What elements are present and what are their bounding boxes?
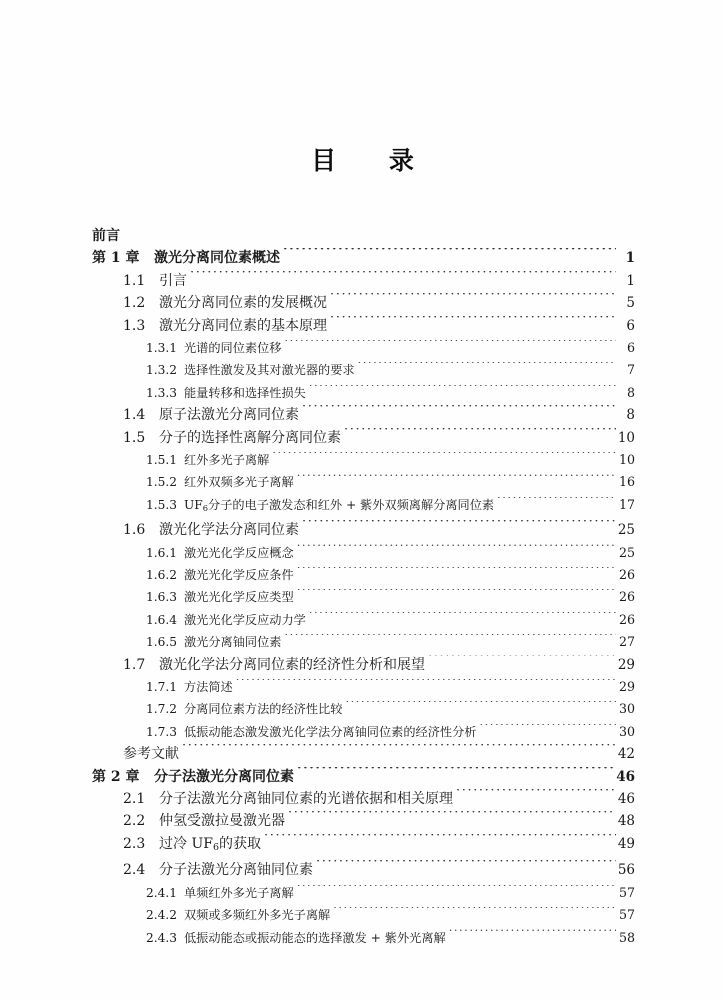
toc-entry-page-number: 46 <box>616 768 635 785</box>
toc-entry-sub[interactable] <box>92 586 635 608</box>
toc-entry-page-number: 10 <box>618 452 635 468</box>
toc-entry-label: 低振动能态或振动能态的选择激发 + 紫外光离解 <box>184 930 446 945</box>
toc-entry-sub[interactable] <box>92 904 635 926</box>
toc-entry-page-number: 17 <box>618 496 635 512</box>
toc-entry-number: 1.7.3 <box>146 724 178 739</box>
toc-entry-page-number: 7 <box>626 362 635 378</box>
toc-entry-number: 1.5.2 <box>146 475 178 490</box>
dot-leader <box>297 474 616 486</box>
toc-entry-label: $UF_6$分子的电子激发态和红外 + 紫外双频离解分离同位素 <box>184 497 495 513</box>
toc-entry-number: 1.7 <box>123 656 146 673</box>
toc-entry-label: 激光光化学反应条件 <box>184 567 294 582</box>
toc-entry-number: 1.7.1 <box>146 679 178 694</box>
toc-entry-page-number: 8 <box>626 384 635 400</box>
toc-entry-page-number: 46 <box>617 790 635 807</box>
toc-entry-page-number: 26 <box>618 566 635 582</box>
dot-leader <box>297 567 616 579</box>
toc-entry-label: 激光分离同位素的基本原理 <box>159 317 327 334</box>
toc-entry-label: 光谱的同位素位移 <box>184 341 282 356</box>
toc-entry-page-number: 57 <box>618 884 635 900</box>
toc-entry-chapter[interactable] <box>92 247 635 269</box>
toc-entry-sub[interactable] <box>92 882 635 904</box>
toc-entry-label: 激光化学法分离同位素 <box>159 522 299 539</box>
toc-entry-sec[interactable] <box>92 427 635 449</box>
toc-entry-label: 红外多光子离解 <box>184 453 270 468</box>
toc-entry-number: 1.6.1 <box>146 545 178 560</box>
toc-entry-page-number: 25 <box>617 522 635 539</box>
toc-entry-number: 1.4 <box>123 407 146 424</box>
toc-entry-sub[interactable] <box>92 676 635 698</box>
toc-entry-sub[interactable] <box>92 698 635 720</box>
toc-entry-number: 1.7.2 <box>146 702 178 717</box>
toc-entry-number: 1.5.1 <box>146 453 178 468</box>
toc-entry-page-number: 10 <box>617 429 635 446</box>
toc-entry-page-number: 29 <box>618 678 635 694</box>
dot-leader <box>497 497 616 509</box>
toc-entry-page-number: 6 <box>626 317 635 334</box>
toc-entry-number: 1.3 <box>123 317 146 334</box>
toc-entry-number: 1.1 <box>123 272 146 289</box>
toc-entry-ref[interactable] <box>92 743 635 765</box>
toc-entry-page-number: 49 <box>617 835 635 852</box>
toc-entry-chapter[interactable] <box>92 766 635 788</box>
toc-entry-page-number: 16 <box>618 474 635 490</box>
toc-entry-page-number: 48 <box>617 813 635 830</box>
toc-entry-number: 2.4.2 <box>146 908 178 923</box>
dot-leader <box>302 520 616 534</box>
dot-leader <box>330 316 616 330</box>
dot-leader <box>302 405 616 419</box>
toc-entry-page-number: 1 <box>626 272 635 289</box>
dot-leader <box>333 907 616 919</box>
toc-entry-number: 1.5.3 <box>146 497 178 512</box>
toc-entry-page-number: 1 <box>625 250 635 267</box>
dot-leader <box>316 860 616 874</box>
toc-entry-number: 2.4.3 <box>146 930 178 945</box>
toc-entry-page-number: 57 <box>618 907 635 923</box>
toc-entry-sub[interactable] <box>92 721 635 743</box>
dot-leader <box>358 362 616 374</box>
toc-entry-page-number: 58 <box>618 929 635 945</box>
toc-entry-sec[interactable] <box>92 270 635 292</box>
toc-entry-page-number: 25 <box>618 544 635 560</box>
dot-leader <box>297 544 616 556</box>
toc-entry-label: 分子的选择性离解分离同位素 <box>159 429 341 446</box>
dot-leader <box>344 428 616 442</box>
dot-leader <box>285 634 617 646</box>
toc-entry-page-number: 42 <box>617 746 635 763</box>
dot-leader <box>428 655 616 669</box>
toc-entry-number: 1.3.1 <box>146 341 178 356</box>
dot-leader <box>297 589 616 601</box>
dot-leader <box>236 679 616 691</box>
toc-entry-number: 2.2 <box>123 813 146 830</box>
toc-entry-label: 激光分离同位素概述 <box>154 250 280 267</box>
dot-leader <box>330 293 616 307</box>
toc-entry-page-number: 56 <box>617 862 635 879</box>
dot-leader <box>297 767 614 781</box>
toc-entry-label: 参考文献 <box>123 746 179 763</box>
toc-entry-number: 2.3 <box>123 835 146 852</box>
dot-leader <box>190 271 616 285</box>
toc-entry-page-number: 27 <box>618 634 635 650</box>
toc-entry-sub[interactable] <box>92 337 635 359</box>
toc-entry-label: 激光光化学反应类型 <box>184 590 294 605</box>
dot-leader <box>283 248 616 262</box>
toc-entry-sec[interactable] <box>92 810 635 832</box>
toc-entry-label: 分子法激光分离铀同位素 <box>159 862 313 879</box>
toc-entry-sub[interactable] <box>92 449 635 471</box>
toc-entry-number: 1.3.2 <box>146 363 178 378</box>
toc-entry-sec[interactable] <box>92 404 635 426</box>
toc-entry-number: 2.1 <box>123 790 146 807</box>
toc-entry-label: 过冷 $UF_6$的获取 <box>159 835 262 853</box>
toc-entry-sec[interactable] <box>92 654 635 676</box>
toc-entry-page-number: 5 <box>626 295 635 312</box>
toc-entry-label: 激光分离铀同位素 <box>184 635 282 650</box>
toc-entry-page-number: 8 <box>626 407 635 424</box>
toc-entry-number: 1.6.5 <box>146 635 178 650</box>
toc-entry-number: 1.6.3 <box>146 590 178 605</box>
toc-entry-number: 2.4 <box>123 862 146 879</box>
toc-entry-label: 单频红外多光子离解 <box>184 885 294 900</box>
toc-entry-label: 能量转移和选择性损失 <box>184 385 306 400</box>
toc-entry-sub[interactable] <box>92 359 635 381</box>
toc-entry-number: 第 2 章 <box>92 768 140 785</box>
toc-entry-label: 分子法激光分离同位素 <box>154 768 294 785</box>
toc-entry-page-number: 26 <box>618 611 635 627</box>
dot-leader <box>345 701 616 713</box>
toc-entry-page-number: 30 <box>618 701 635 717</box>
page-title: 目 录 <box>311 146 436 175</box>
toc-entry-label: 激光分离同位素的发展概况 <box>159 295 327 312</box>
toc-entry-label: 分子法激光分离铀同位素的光谱依据和相关原理 <box>159 790 453 807</box>
toc-entry-sub[interactable] <box>92 631 635 653</box>
toc-entry-label: 红外双频多光子离解 <box>184 475 294 490</box>
toc-entry-label: 选择性激发及其对激光器的要求 <box>184 363 355 378</box>
toc-entry-page-number: 6 <box>626 340 635 356</box>
toc-entry-number: 1.3.3 <box>146 385 178 400</box>
toc-entry-number: 1.6.2 <box>146 567 178 582</box>
toc-entry-number: 1.5 <box>123 429 146 446</box>
toc-entry-label: 激光光化学反应概念 <box>184 545 294 560</box>
toc-entry-number: 1.6.4 <box>146 612 178 627</box>
toc-entry-front[interactable] <box>92 225 635 247</box>
toc-entry-label: 分离同位素方法的经济性比较 <box>184 702 343 717</box>
dot-leader <box>309 612 616 624</box>
toc-entry-sec[interactable] <box>92 292 635 314</box>
dot-leader <box>272 452 616 464</box>
toc-entry-label: 双频或多频红外多光子离解 <box>184 908 331 923</box>
toc-entry-sub[interactable] <box>92 494 635 519</box>
toc-entry-label: 低振动能态激发激光化学法分离铀同位素的经济性分析 <box>184 724 477 739</box>
toc-entry-sec[interactable] <box>92 833 635 860</box>
toc-entry-number: 1.6 <box>123 522 146 539</box>
toc-entry-number: 2.4.1 <box>146 885 178 900</box>
toc-entry-sec[interactable] <box>92 315 635 337</box>
dot-leader <box>297 885 616 897</box>
dot-leader <box>288 811 616 825</box>
toc-entry-label: 引言 <box>159 272 187 289</box>
toc-entry-sub[interactable] <box>92 542 635 564</box>
dot-leader <box>480 724 617 736</box>
dot-leader <box>309 385 616 397</box>
toc-entry-sub[interactable] <box>92 927 635 949</box>
toc-entry-sub[interactable] <box>92 564 635 586</box>
toc-entry-sub[interactable] <box>92 382 635 404</box>
dot-leader <box>456 789 616 803</box>
dot-leader <box>264 834 616 848</box>
toc-entry-label: 前言 <box>92 228 120 244</box>
toc-list <box>0 225 725 949</box>
toc-entry-page-number: 29 <box>617 656 635 673</box>
dot-leader <box>182 744 616 758</box>
toc-entry-page-number: 30 <box>618 723 635 739</box>
toc-entry-label: 方法简述 <box>184 679 233 694</box>
toc-entry-label: 激光光化学反应动力学 <box>184 612 306 627</box>
toc-entry-sec[interactable] <box>92 788 635 810</box>
dot-leader <box>285 340 617 352</box>
toc-entry-number: 1.2 <box>123 295 146 312</box>
toc-entry-page-number: 26 <box>618 589 635 605</box>
toc-entry-label: 激光化学法分离同位素的经济性分析和展望 <box>159 656 425 673</box>
dot-leader <box>449 929 616 941</box>
toc-entry-label: 仲氢受激拉曼激光器 <box>159 813 285 830</box>
toc-entry-sub[interactable] <box>92 471 635 493</box>
toc-entry-sec[interactable] <box>92 859 635 881</box>
toc-entry-sub[interactable] <box>92 609 635 631</box>
toc-entry-label: 原子法激光分离同位素 <box>159 407 299 424</box>
toc-entry-number: 第 1 章 <box>92 250 140 267</box>
toc-entry-sec[interactable] <box>92 519 635 541</box>
